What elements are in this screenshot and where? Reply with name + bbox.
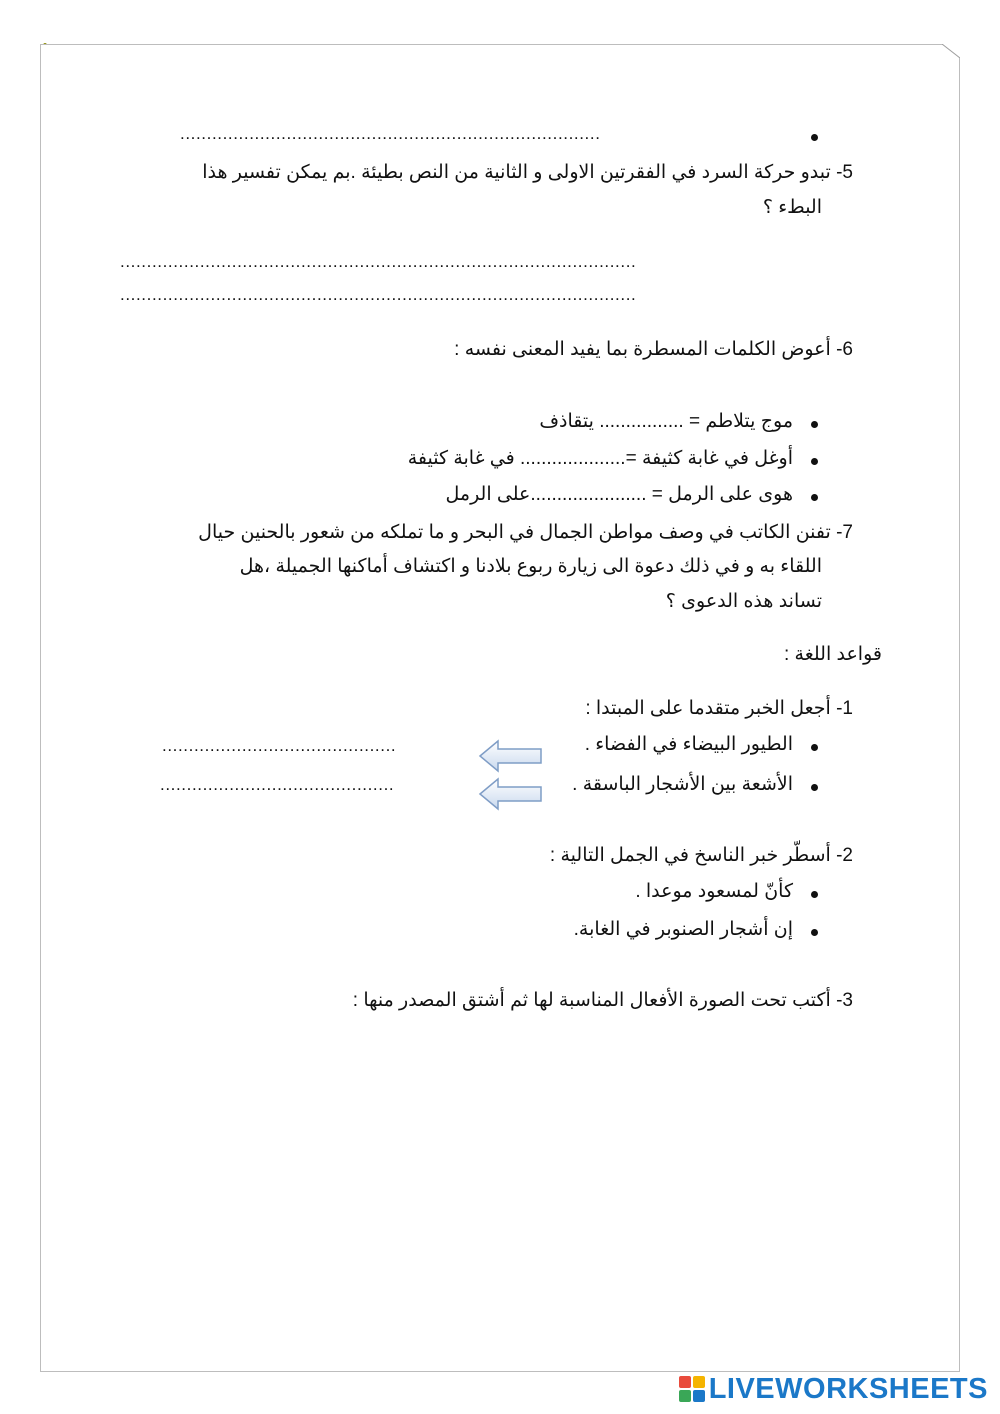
q5-text: تبدو حركة السرد في الفقرتين الاولى و الثانية من النص بطيئة .بم يمكن تفسير هذا	[202, 162, 831, 183]
q6-item-1: موج يتلاطم = ................ يتقاذف	[539, 411, 793, 432]
q6-label: 6-	[836, 339, 853, 360]
q5-label: 5-	[836, 162, 853, 183]
liveworksheets-logo-icon	[679, 1376, 705, 1402]
q6-bullet-1	[811, 421, 818, 428]
g3-text: أكتب تحت الصورة الأفعال المناسبة لها ثم أشتق المصدر منها :	[352, 990, 831, 1011]
q7-line-1	[198, 518, 853, 548]
q4-bullet	[811, 134, 818, 141]
q7-label: 7-	[836, 522, 853, 543]
g2-item-2: إن أشجار الصنوبر في الغابة.	[573, 919, 793, 940]
q6-bullet-2	[811, 458, 818, 465]
g3-heading	[353, 986, 853, 1016]
g2-text: أسطّر خبر الناسخ في الجمل التالية :	[549, 845, 831, 866]
q6-text: أعوض الكلمات المسطرة بما يفيد المعنى نفسه :	[454, 339, 831, 360]
g1-answer-2[interactable]: ............................................	[160, 775, 395, 794]
page-corner-fold-icon	[942, 44, 960, 58]
g1-item-1: الطيور البيضاء في الفضاء .	[584, 734, 793, 755]
g1-answer-1[interactable]: ............................................	[162, 736, 397, 755]
g1-text: أجعل الخبر متقدما على المبتدا :	[585, 698, 831, 719]
brand-name: LIVEWORKSHEETS	[708, 1372, 988, 1405]
q6-item-3: هوى على الرمل = ......................على الرمل	[445, 484, 793, 505]
q7-line-3: تساند هذه الدعوى ؟	[665, 591, 822, 612]
g2-bullet-1	[811, 891, 818, 898]
grammar-title: قواعد اللغة :	[783, 644, 882, 665]
g1-bullet-2	[811, 784, 818, 791]
q4-answer-dots: ...............................................................................	[180, 124, 601, 143]
g3-label: 3-	[836, 990, 853, 1011]
q7-text: تفنن الكاتب في وصف مواطن الجمال في البحر و ما تملكه من شعور بالحنين حيال	[198, 522, 831, 543]
g1-heading	[585, 694, 853, 724]
left-arrow-icon	[478, 739, 544, 773]
liveworksheets-logo	[679, 1372, 988, 1406]
q6-heading	[454, 335, 853, 365]
g2-item-1: كأنّ لمسعود موعدا .	[635, 881, 793, 902]
g1-item-2: الأشعة بين الأشجار الباسقة .	[572, 774, 793, 795]
q5-line-1	[202, 158, 853, 188]
left-arrow-icon	[478, 777, 544, 811]
g1-label: 1-	[836, 698, 853, 719]
g2-label: 2-	[836, 845, 853, 866]
q5-answer-line-1[interactable]: .................................................................................................	[120, 252, 637, 271]
q7-line-2: اللقاء به و في ذلك دعوة الى زيارة ربوع بلادنا و اكتشاف أماكنها الجميلة ،هل	[239, 556, 822, 577]
q6-item-2: أوغل في غابة كثيفة =.................... في غابة كثيفة	[407, 448, 793, 469]
g2-bullet-2	[811, 929, 818, 936]
q5-line-2: البطء ؟	[762, 197, 822, 218]
q6-bullet-3	[811, 494, 818, 501]
g2-heading	[550, 841, 853, 871]
q5-answer-line-2[interactable]: .................................................................................................	[120, 285, 637, 304]
g1-bullet-1	[811, 744, 818, 751]
